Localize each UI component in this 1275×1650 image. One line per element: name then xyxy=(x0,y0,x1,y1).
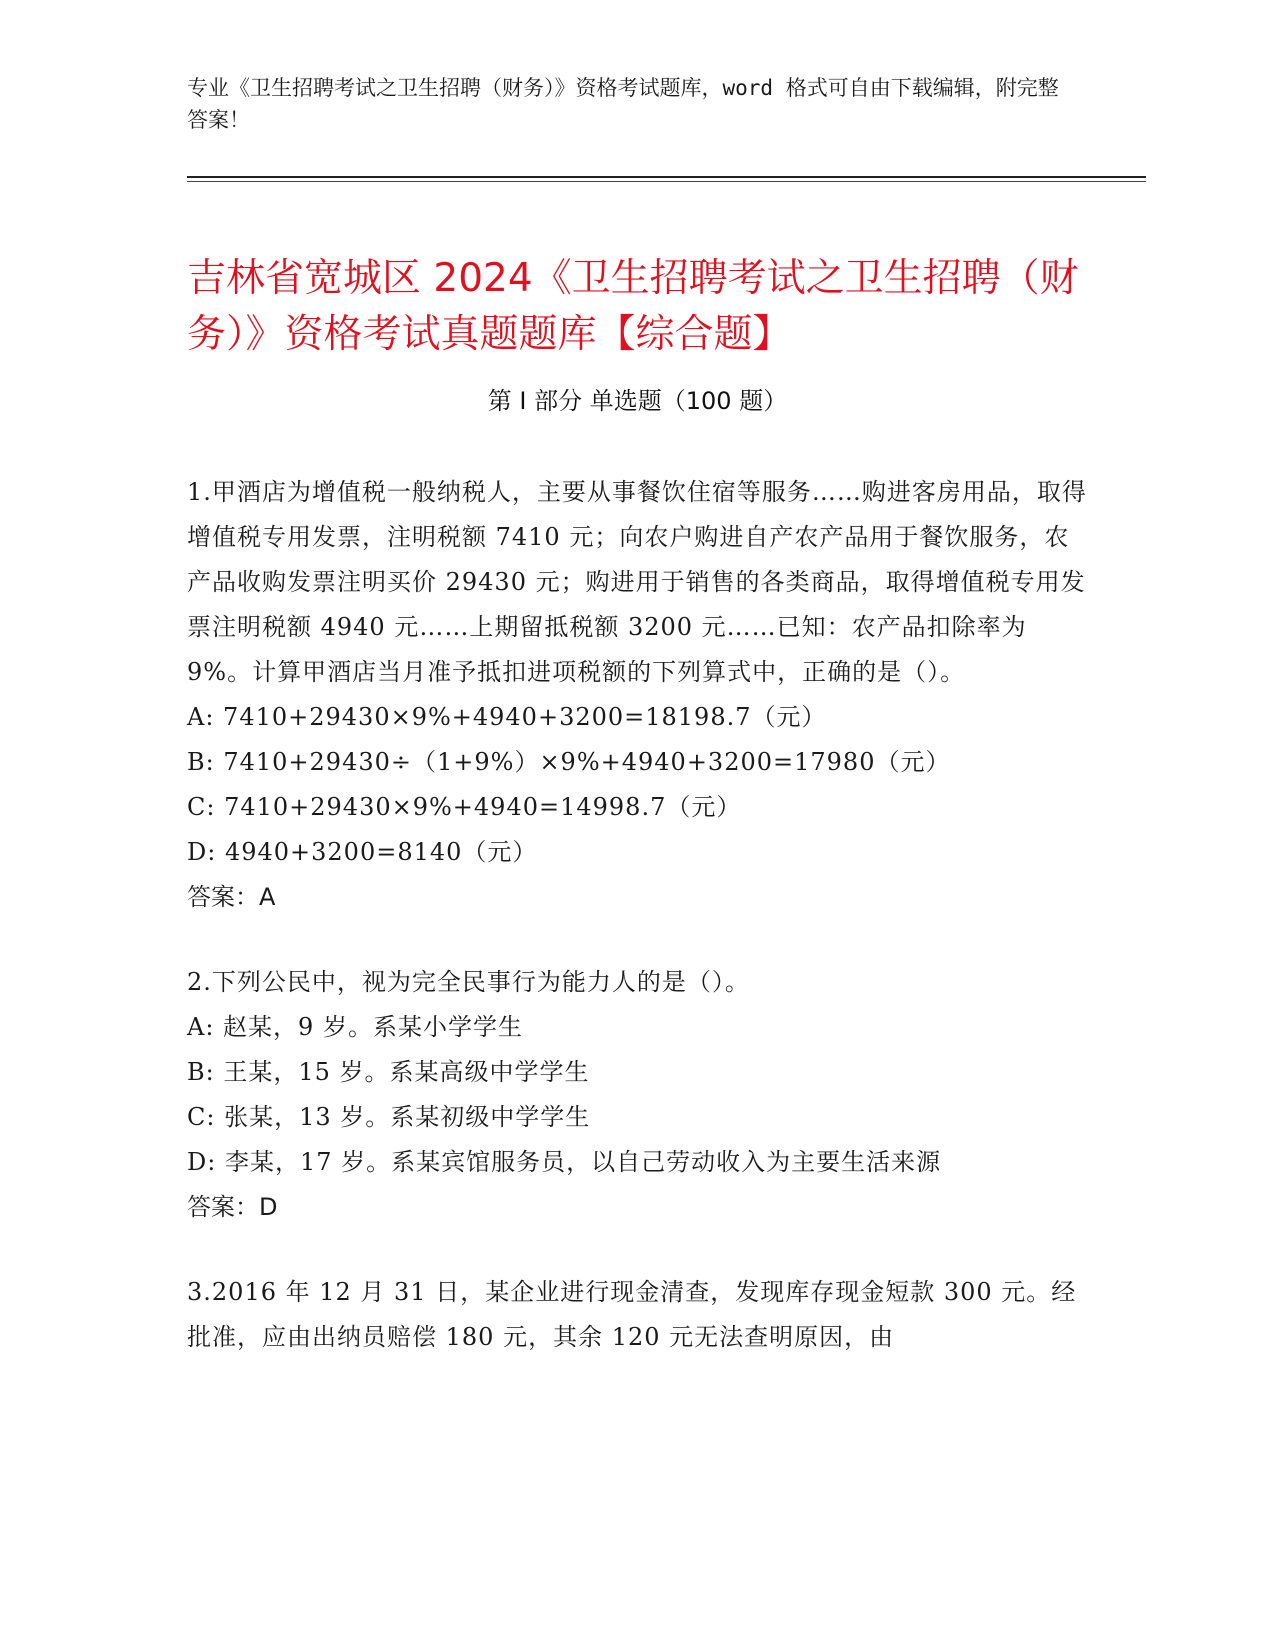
header-divider-thick xyxy=(187,176,1146,178)
question-text: 3.2016 年 12 月 31 日，某企业进行现金清查，发现库存现金短款 300 元。经批准，应由出纳员赔偿 180 元，其余 120 元无法查明原因，由 xyxy=(187,1278,1077,1351)
question-1 xyxy=(187,470,1087,920)
option-c: C: 张某，13 岁。系某初级中学学生 xyxy=(187,1103,591,1131)
question-3 xyxy=(187,1270,1087,1360)
section-title: 第 I 部分 单选题（100 题） xyxy=(487,387,788,415)
header-divider-thin xyxy=(187,181,1146,182)
answer-line: 答案：D xyxy=(187,1193,278,1221)
option-a: A: 赵某，9 岁。系某小学学生 xyxy=(187,1013,523,1041)
option-d: D: 李某，17 岁。系某宾馆服务员，以自己劳动收入为主要生活来源 xyxy=(187,1148,942,1176)
option-a: A: 7410+29430×9%+4940+3200=18198.7（元） xyxy=(187,703,827,731)
header-note: 专业《卫生招聘考试之卫生招聘（财务）》资格考试题库，word 格式可自由下载编辑，附完整答案！ xyxy=(187,76,1059,132)
question-text: 1.甲酒店为增值税一般纳税人，主要从事餐饮住宿等服务……购进客房用品，取得增值税专用发票，注明税额 7410 元；向农户购进自产农产品用于餐饮服务，农产品收购发票注明买价 29430 元；购进用于销售的各类商品，取得增值税专用发票注明税额 4940 元……上期留抵税额 3200 元……已知：农产品扣除率为 9%。计算甲酒店当月准予抵扣进项税额的下列算式中，正确的是（）。 xyxy=(187,478,1087,686)
option-b: B: 王某，15 岁。系某高级中学学生 xyxy=(187,1058,590,1086)
document-title: 吉林省宽城区 2024《卫生招聘考试之卫生招聘（财务）》资格考试真题题库【综合题】 xyxy=(187,256,1079,358)
question-2 xyxy=(187,960,1087,1230)
option-d: D: 4940+3200=8140（元） xyxy=(187,838,538,866)
answer-line: 答案：A xyxy=(187,883,276,911)
question-text: 2.下列公民中，视为完全民事行为能力人的是（）。 xyxy=(187,968,750,996)
option-c: C: 7410+29430×9%+4940=14998.7（元） xyxy=(187,793,742,821)
question-list xyxy=(187,470,1087,1400)
option-b: B: 7410+29430÷（1+9%）×9%+4940+3200=17980（元） xyxy=(187,748,951,776)
